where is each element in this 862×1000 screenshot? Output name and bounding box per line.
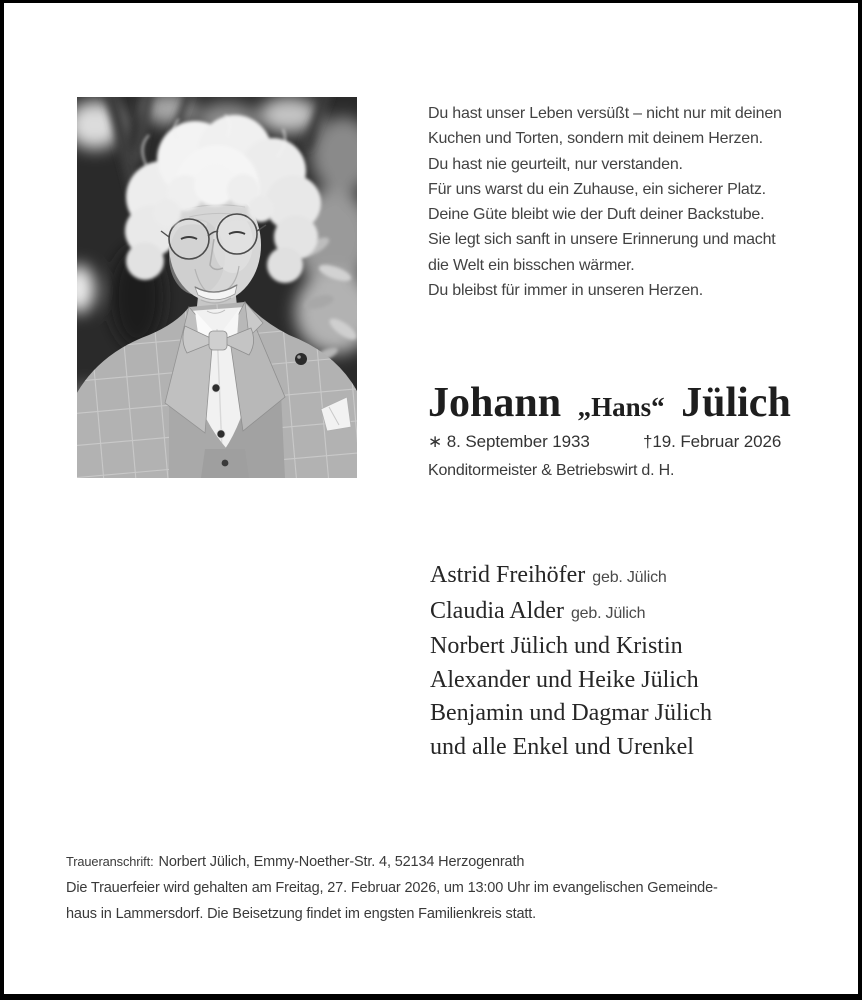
life-dates: [428, 432, 828, 456]
tribute-line: Sie legt sich sanft in unsere Erinnerung und macht: [428, 231, 776, 249]
mourner-row: [430, 664, 830, 698]
tribute-line: Deine Güte bleibt wie der Duft deiner Backstube.: [428, 206, 765, 224]
deceased-name: [428, 381, 848, 429]
mourner-row: [430, 559, 830, 595]
nickname: „Hans“: [577, 392, 665, 422]
tribute-poem: [428, 101, 828, 303]
photo-scene: [77, 97, 357, 478]
tribute-line: Kuchen und Torten, sondern mit deinem Herzen.: [428, 130, 763, 148]
service-info-line-1: Die Trauerfeier wird gehalten am Freitag, 27. Februar 2026, um 13:00 Uhr im evangelischen Gemeinde-: [66, 880, 718, 896]
vest-button: [222, 460, 229, 467]
boutonniere-highlight: [297, 355, 301, 359]
service-info-line-2: haus in Lammersdorf. Die Beisetzung findet im engsten Familienkreis statt.: [66, 906, 537, 922]
mourner-row: [430, 697, 830, 731]
mourner-name: und alle Enkel und Urenkel: [430, 733, 694, 760]
death-cross-symbol: †: [643, 432, 653, 451]
mourner-name: Alexander und Heike Jülich: [430, 666, 699, 693]
tribute-line: Für uns warst du ein Zuhause, ein sicherer Platz.: [428, 180, 766, 198]
mourning-address: Norbert Jülich, Emmy-Noether-Str. 4, 52134 Herzogenrath: [158, 854, 525, 870]
mourner-suffix: geb. Jülich: [592, 569, 667, 586]
birth-date: [428, 432, 590, 451]
tribute-line: Du hast unser Leben versüßt – nicht nur mit deinen: [428, 105, 782, 122]
last-name: Jülich: [681, 380, 791, 426]
mourner-name: Astrid Freihöfer: [430, 562, 586, 588]
tribute-line: die Welt ein bisschen wärmer.: [428, 256, 635, 274]
tribute-line: Du bleibst für immer in unseren Herzen.: [428, 282, 703, 300]
first-name: Johann: [428, 380, 562, 426]
mourner-row: [430, 595, 830, 631]
mourning-address-label: Traueranschrift:: [66, 854, 154, 869]
portrait-photo-illustration: [77, 97, 357, 478]
birth-star-symbol: ∗: [428, 432, 443, 451]
boutonniere: [295, 353, 307, 365]
shirt-button-1: [212, 384, 220, 392]
portrait-photo: [77, 97, 357, 478]
death-date: [643, 432, 781, 452]
birth-date-text: 8. September 1933: [446, 432, 590, 451]
death-date-text: 19. Februar 2026: [652, 432, 782, 451]
mourning-address-line: [66, 849, 826, 875]
mourner-suffix: geb. Jülich: [570, 604, 646, 622]
mourners-list: [430, 559, 830, 764]
mourner-name: Claudia Alder: [430, 597, 564, 624]
profession: Konditormeister & Betriebswirt d. H.: [428, 462, 675, 479]
mourner-name: Benjamin und Dagmar Jülich: [430, 700, 712, 726]
tribute-line: Du hast nie geurteilt, nur verstanden.: [428, 155, 683, 173]
mourner-name: Norbert Jülich und Kristin: [430, 633, 683, 659]
funeral-info: [66, 849, 826, 927]
mourner-row: [430, 731, 830, 765]
shirt-button-2: [217, 430, 225, 438]
mourner-row: [430, 630, 830, 664]
